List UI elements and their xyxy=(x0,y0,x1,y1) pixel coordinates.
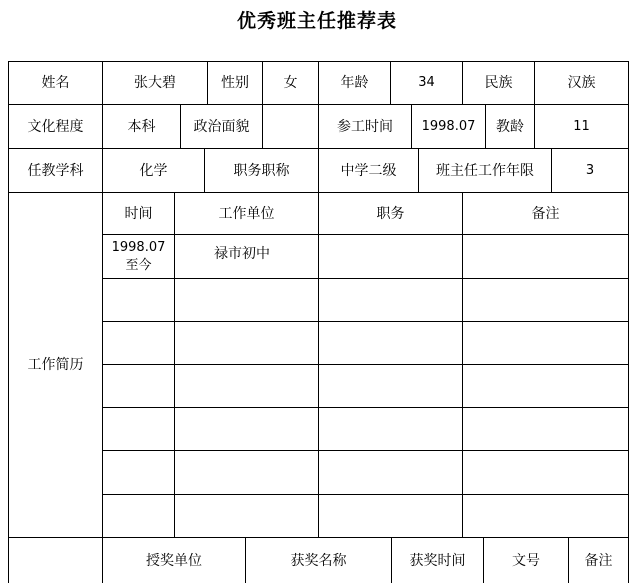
resume-entry-time[interactable] xyxy=(103,235,174,278)
resume-header-unit: 工作单位 xyxy=(218,205,275,222)
resume-entry-remark[interactable] xyxy=(463,235,628,278)
ethnicity-label: 民族 xyxy=(484,75,513,91)
subject-value[interactable]: 化学 xyxy=(139,162,168,179)
name-label: 姓名 xyxy=(41,75,70,91)
awards-header-doc-number: 文号 xyxy=(512,552,540,569)
work-history-label: 工作简历 xyxy=(27,357,84,373)
education-value[interactable]: 本科 xyxy=(127,118,156,135)
age-value[interactable]: 34 xyxy=(418,75,435,90)
ethnicity-value[interactable]: 汉族 xyxy=(567,75,596,91)
gender-label: 性别 xyxy=(221,75,249,91)
awards-header-remark: 备注 xyxy=(584,552,613,569)
resume-header-position: 职务 xyxy=(376,205,405,222)
form-title: 优秀班主任推荐表 xyxy=(236,10,397,32)
homeroom-years-label: 班主任工作年限 xyxy=(436,162,534,179)
teaching-age-label: 教龄 xyxy=(496,118,524,135)
position-title-label: 职务职称 xyxy=(233,162,290,179)
age-label: 年龄 xyxy=(340,75,369,91)
resume-header-time: 时间 xyxy=(124,205,153,222)
politics-value[interactable] xyxy=(263,105,318,148)
resume-entry-position[interactable] xyxy=(319,235,462,278)
teaching-age-value[interactable]: 11 xyxy=(573,118,590,134)
position-title-value[interactable]: 中学二级 xyxy=(340,162,397,179)
awards-header-issuer: 授奖单位 xyxy=(146,552,202,569)
work-start-value[interactable]: 1998.07 xyxy=(421,118,476,134)
work-start-label: 参工时间 xyxy=(337,118,393,135)
awards-header-time: 获奖时间 xyxy=(409,552,466,569)
resume-entry-time-end: 至今 xyxy=(125,257,152,273)
education-label: 文化程度 xyxy=(27,118,84,135)
resume-header-remark: 备注 xyxy=(531,205,560,222)
resume-entry-unit[interactable]: 禄市初中 xyxy=(214,246,270,262)
subject-label: 任教学科 xyxy=(27,162,84,179)
resume-entry-time-start: 1998.07 xyxy=(111,239,166,255)
awards-header-name: 获奖名称 xyxy=(290,552,347,569)
politics-label: 政治面貌 xyxy=(193,118,250,135)
name-value[interactable]: 张大碧 xyxy=(134,75,176,91)
homeroom-years-value[interactable]: 3 xyxy=(585,162,595,178)
gender-value[interactable]: 女 xyxy=(283,75,298,91)
